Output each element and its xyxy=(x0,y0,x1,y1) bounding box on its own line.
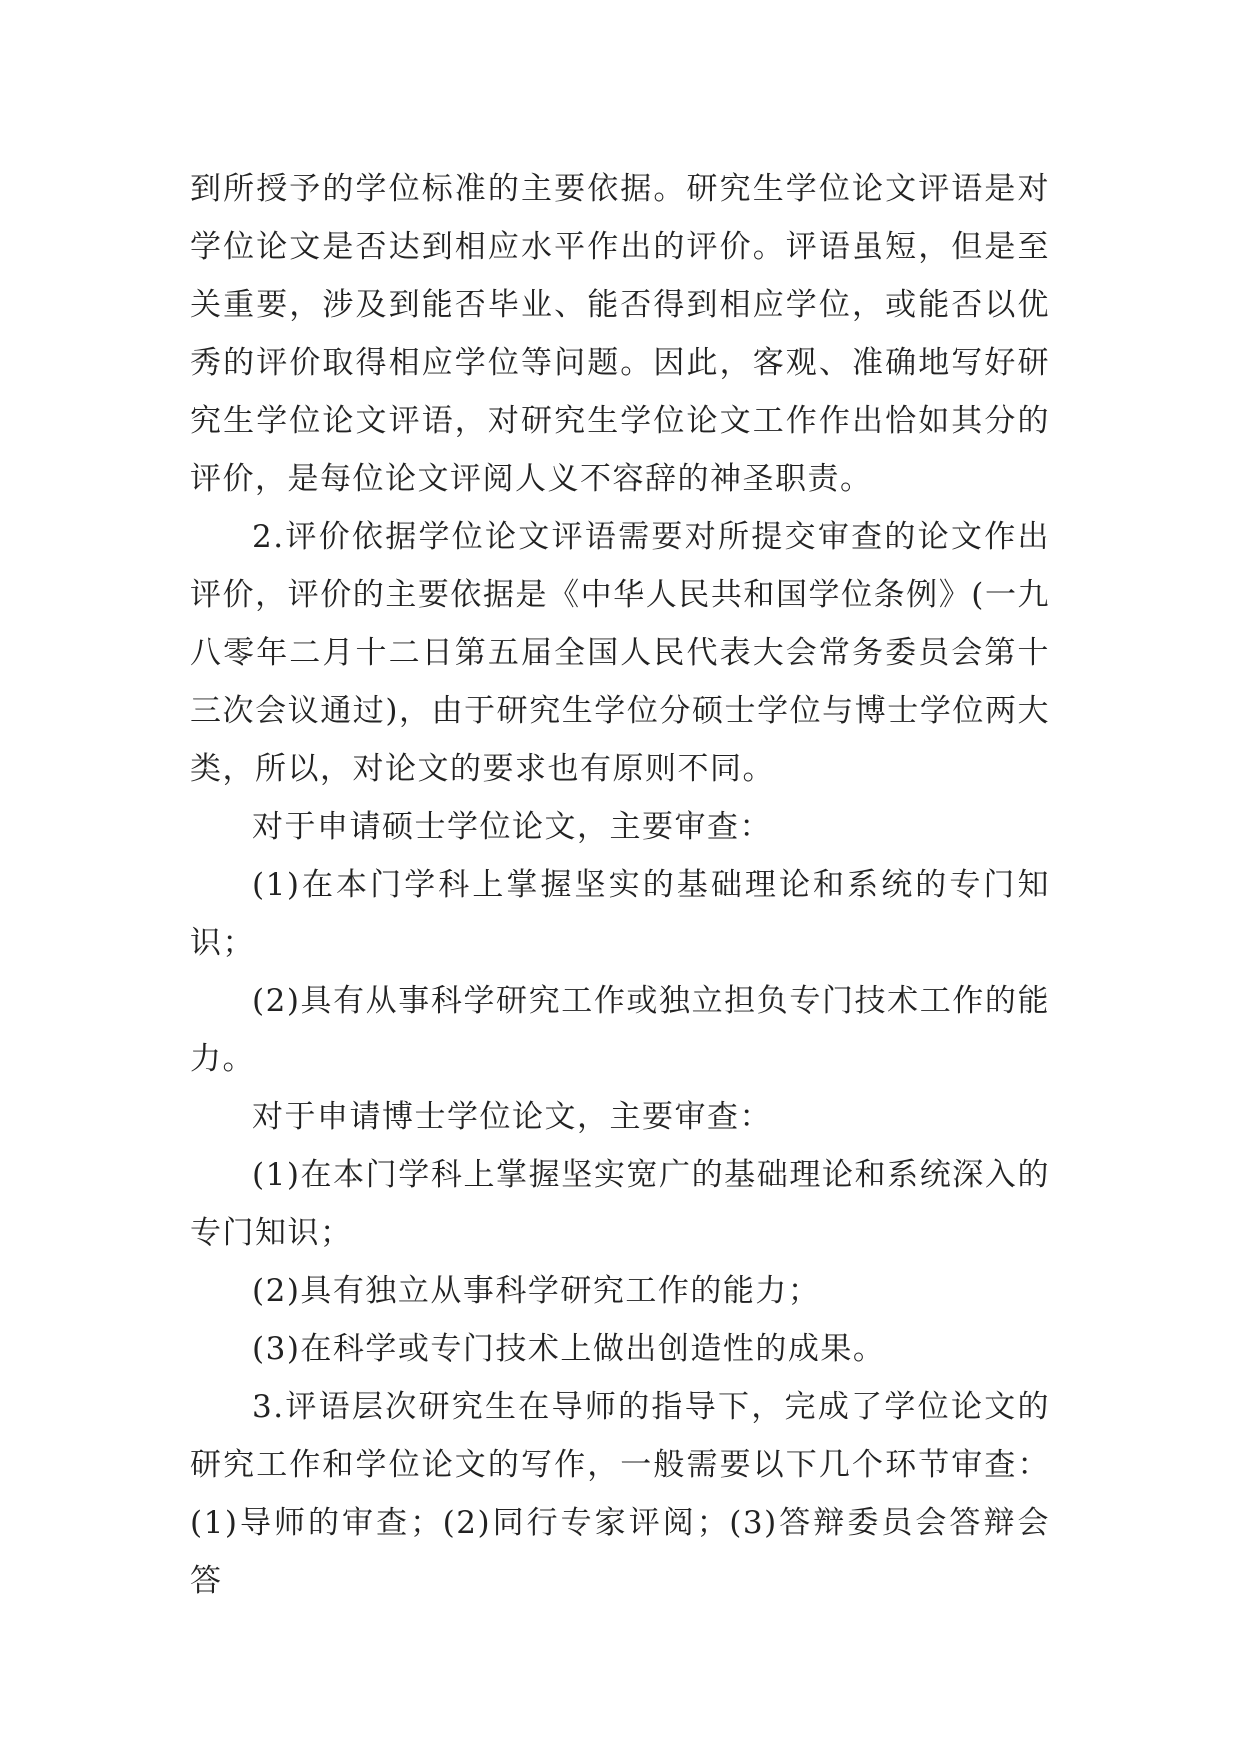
list-item-doctor-2: (2)具有独立从事科学研究工作的能力； xyxy=(252,1273,821,1309)
paragraph-evaluation-basis: 2.评价依据学位论文评语需要对所提交审查的论文作出评价，评价的主要依据是《中华人民共和国学位条例》(一九八零年二月十二日第五届全国人民代表大会常务委员会第十三次会议通过)，由于研究生学位分硕士学位与博士学位两大类，所以，对论文的要求也有原则不同。 xyxy=(190,519,1050,787)
document-body xyxy=(190,160,1050,1610)
paragraph-master-review-intro: 对于申请硕士学位论文，主要审查： xyxy=(252,809,772,845)
list-item-master-2: (2)具有从事科学研究工作或独立担负专门技术工作的能力。 xyxy=(190,983,1050,1077)
list-item-master-1: (1)在本门学科上掌握坚实的基础理论和系统的专门知识； xyxy=(190,867,1050,961)
list-item-doctor-3: (3)在科学或专门技术上做出创造性的成果。 xyxy=(252,1331,886,1367)
paragraph-doctor-review-intro: 对于申请博士学位论文，主要审查： xyxy=(252,1099,772,1135)
paragraph-thesis-comment-importance: 到所授予的学位标准的主要依据。研究生学位论文评语是对学位论文是否达到相应水平作出的评价。评语虽短，但是至关重要，涉及到能否毕业、能否得到相应学位，或能否以优秀的评价取得相应学位等问题。因此，客观、准确地写好研究生学位论文评语，对研究生学位论文工作作出恰如其分的评价，是每位论文评阅人义不容辞的神圣职责。 xyxy=(190,171,1050,497)
paragraph-comment-levels: 3.评语层次研究生在导师的指导下，完成了学位论文的研究工作和学位论文的写作，一般需要以下几个环节审查：(1)导师的审查；(2)同行专家评阅；(3)答辩委员会答辩会答 xyxy=(190,1389,1050,1599)
list-item-doctor-1: (1)在本门学科上掌握坚实宽广的基础理论和系统深入的专门知识； xyxy=(190,1157,1050,1251)
